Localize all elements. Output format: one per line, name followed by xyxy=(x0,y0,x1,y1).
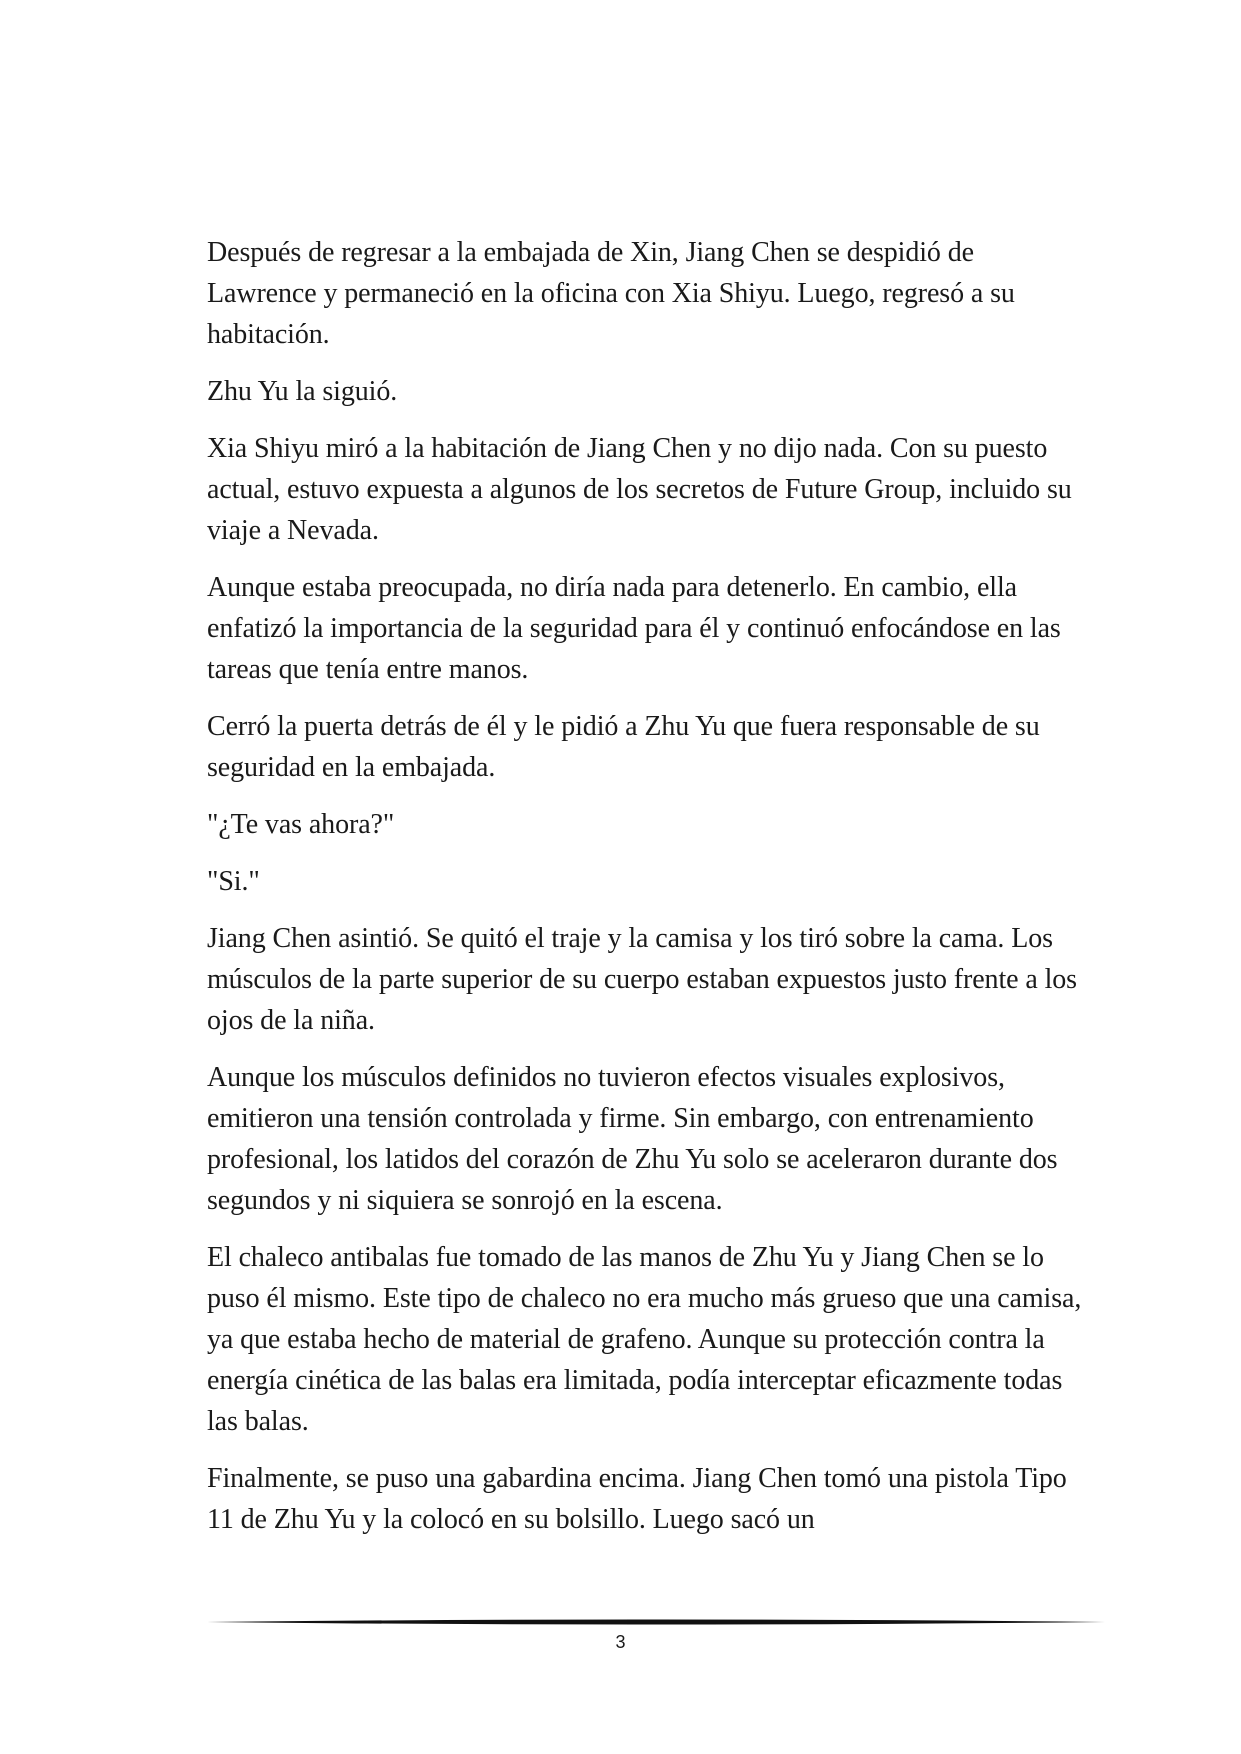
paragraph: Aunque estaba preocupada, no diría nada para detenerlo. En cambio, ella enfatizó la importancia de la seguridad para él y continuó enfocándose en las tareas que tenía entre manos. xyxy=(207,572,1061,685)
paragraph: Jiang Chen asintió. Se quitó el traje y la camisa y los tiró sobre la cama. Los músculos de la parte superior de su cuerpo estaban expuestos justo frente a los ojos de la niña. xyxy=(207,923,1077,1036)
paragraph: Finalmente, se puso una gabardina encima. Jiang Chen tomó una pistola Tipo 11 de Zhu Yu y la colocó en su bolsillo. Luego sacó un xyxy=(207,1463,1067,1535)
paragraph: "¿Te vas ahora?" xyxy=(207,809,395,840)
footer-rule xyxy=(207,1617,1105,1627)
paragraph: El chaleco antibalas fue tomado de las manos de Zhu Yu y Jiang Chen se lo puso él mismo. Este tipo de chaleco no era mucho más grueso que una camisa, ya que estaba hecho de material de grafeno. Aunque su protección contra la energía cinética de las balas era limitada, podía interceptar eficazmente todas las balas. xyxy=(207,1242,1082,1437)
paragraph: Aunque los músculos definidos no tuvieron efectos visuales explosivos, emitieron una tensión controlada y firme. Sin embargo, con entrenamiento profesional, los latidos del corazón de Zhu Yu solo se aceleraron durante dos segundos y ni siquiera se sonrojó en la escena. xyxy=(207,1062,1058,1216)
page-number: 3 xyxy=(615,1632,626,1652)
paragraph: "Si." xyxy=(207,866,260,897)
paragraph: Después de regresar a la embajada de Xin, Jiang Chen se despidió de Lawrence y permaneció en la oficina con Xia Shiyu. Luego, regresó a su habitación. xyxy=(207,237,1015,350)
page-body xyxy=(207,232,1087,1556)
paragraph: Xia Shiyu miró a la habitación de Jiang Chen y no dijo nada. Con su puesto actual, estuvo expuesta a algunos de los secretos de Future Group, incluido su viaje a Nevada. xyxy=(207,433,1072,546)
paragraph: Zhu Yu la siguió. xyxy=(207,376,398,407)
paragraph: Cerró la puerta detrás de él y le pidió a Zhu Yu que fuera responsable de su seguridad en la embajada. xyxy=(207,711,1040,783)
